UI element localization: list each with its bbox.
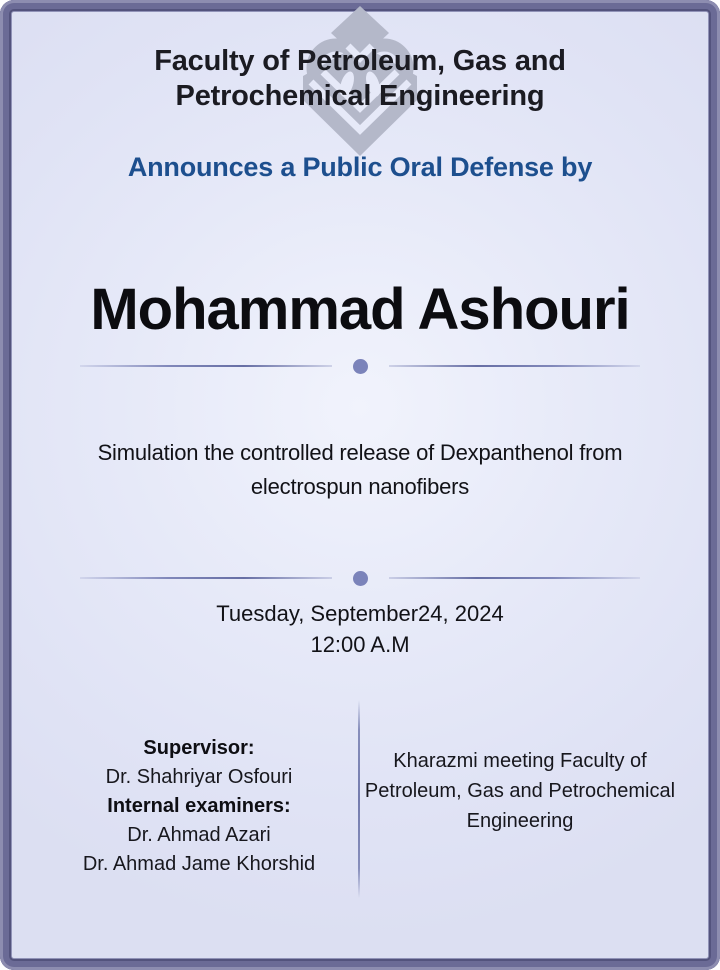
- datetime-block: [0, 598, 720, 660]
- supervisor-label: Supervisor:: [143, 737, 255, 759]
- examiner-name-1: Dr. Ahmad Azari: [127, 824, 271, 846]
- divider-ornament-top: [80, 358, 640, 374]
- faculty-title-line1: Faculty of Petroleum, Gas and: [154, 45, 566, 77]
- venue-line3: Engineering: [466, 810, 574, 832]
- faculty-title: [0, 44, 720, 114]
- divider-line-left: [80, 365, 332, 367]
- venue-line1: Kharazmi meeting Faculty of: [393, 750, 647, 772]
- faculty-title-line2: Petrochemical Engineering: [175, 80, 545, 112]
- divider-dot-icon: [353, 571, 368, 586]
- announcement-text: Announces a Public Oral Defense by: [127, 152, 593, 182]
- defense-time: 12:00 A.M: [310, 632, 410, 657]
- committee-block: [40, 700, 358, 900]
- divider-line-right: [389, 577, 641, 579]
- thesis-title-line2: electrospun nanofibers: [250, 474, 470, 499]
- venue-block: [360, 700, 680, 900]
- thesis-title-line1: Simulation the controlled release of Dexpanthenol from: [97, 440, 623, 465]
- examiner-name-2: Dr. Ahmad Jame Khorshid: [82, 853, 316, 875]
- supervisor-name: Dr. Shahriyar Osfouri: [105, 766, 293, 788]
- candidate-name: Mohammad Ashouri: [90, 277, 630, 342]
- examiners-label: Internal examiners:: [107, 795, 291, 817]
- bottom-section: [40, 700, 680, 900]
- thesis-title: [60, 436, 660, 504]
- divider-dot-icon: [353, 359, 368, 374]
- divider-line-left: [80, 577, 332, 579]
- venue-line2: Petroleum, Gas and Petrochemical: [364, 780, 676, 802]
- divider-ornament-bottom: [80, 570, 640, 586]
- divider-line-right: [389, 365, 641, 367]
- defense-date: Tuesday, September24, 2024: [216, 601, 504, 626]
